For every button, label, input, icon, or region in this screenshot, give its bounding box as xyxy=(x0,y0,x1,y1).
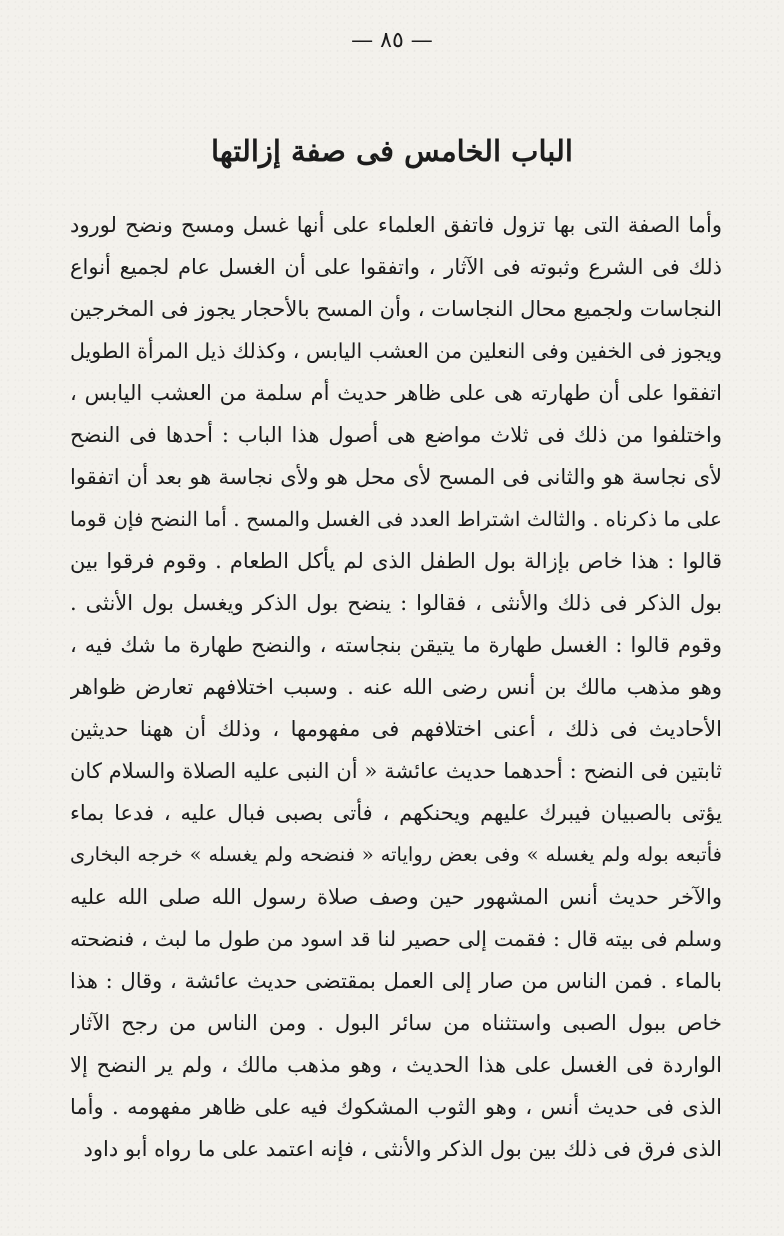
text-line: وسلم فى بيته قال : فقمت إلى حصير لنا قد اسود من طول ما لبث ، فنضحته xyxy=(70,927,722,951)
text-line: قالوا : هذا خاص بإزالة بول الطفل الذى لم يأكل الطعام . وقوم فرقوا بين xyxy=(70,549,722,573)
text-line: لأى نجاسة هو والثانى فى المسح لأى محل هو ولأى نجاسة هو بعد أن اتفقوا xyxy=(70,465,722,489)
text-line: الواردة فى الغسل على هذا الحديث ، وهو مذهب مالك ، ولم ير النضح إلا xyxy=(70,1053,722,1077)
text-line: الذى فرق فى ذلك بين بول الذكر والأنثى ، فإنه اعتمد على ما رواه أبو داود xyxy=(83,1137,722,1161)
text-line: بالماء . فمن الناس من صار إلى العمل بمقتضى حديث عائشة ، وقال : هذا xyxy=(70,969,722,993)
text-line: والآخر حديث أنس المشهور حين وصف صلاة رسول الله صلى الله عليه xyxy=(70,885,722,909)
text-line: وأما الصفة التى بها تزول فاتفق العلماء على أنها غسل ومسح ونضح لورود xyxy=(70,213,722,237)
body-text xyxy=(70,204,722,1170)
text-line: وقوم قالوا : الغسل طهارة ما يتيقن بنجاسته ، والنضح طهارة ما شك فيه ، xyxy=(70,633,722,657)
text-line: الذى فى حديث أنس ، وهو الثوب المشكوك فيه على ظاهر مفهومه . وأما xyxy=(70,1095,722,1119)
text-line: النجاسات ولجميع محال النجاسات ، وأن المسح بالأحجار يجوز فى المخرجين xyxy=(70,297,722,321)
text-line: واختلفوا من ذلك فى ثلاث مواضع هى أصول هذا الباب : أحدها فى النضح xyxy=(70,423,722,447)
text-line: الأحاديث فى ذلك ، أعنى اختلافهم فى مفهومها ، وذلك أن ههنا حديثين xyxy=(70,717,722,741)
text-line: اتفقوا على أن طهارته هى على ظاهر حديث أم سلمة من العشب اليابس ، xyxy=(70,381,722,405)
text-line: فأتبعه بوله ولم يغسله » وفى بعض رواياته « فنضحه ولم يغسله » خرجه البخارى xyxy=(70,843,722,866)
chapter-title: الباب الخامس فى صفة إزالتها xyxy=(211,134,573,168)
page-number: — ٨٥ — xyxy=(351,28,433,53)
text-line: ثابتين فى النضح : أحدهما حديث عائشة « أن النبى عليه الصلاة والسلام كان xyxy=(70,759,722,783)
text-line: على ما ذكرناه . والثالث اشتراط العدد فى الغسل والمسح . أما النضح فإن قوما xyxy=(70,507,722,531)
text-line: ذلك فى الشرع وثبوته فى الآثار ، واتفقوا على أن الغسل عام لجميع أنواع xyxy=(70,255,722,279)
text-line: وهو مذهب مالك بن أنس رضى الله عنه . وسبب اختلافهم تعارض ظواهر xyxy=(70,675,722,699)
text-line: بول الذكر فى ذلك والأنثى ، فقالوا : ينضح بول الذكر ويغسل بول الأنثى . xyxy=(70,591,722,615)
text-line: خاص ببول الصبى واستثناه من سائر البول . ومن الناس من رجح الآثار xyxy=(70,1011,722,1035)
text-line: ويجوز فى الخفين وفى النعلين من العشب اليابس ، وكذلك ذيل المرأة الطويل xyxy=(70,339,722,363)
text-line: يؤتى بالصبيان فيبرك عليهم ويحنكهم ، فأتى بصبى فبال عليه ، فدعا بماء xyxy=(70,801,722,825)
